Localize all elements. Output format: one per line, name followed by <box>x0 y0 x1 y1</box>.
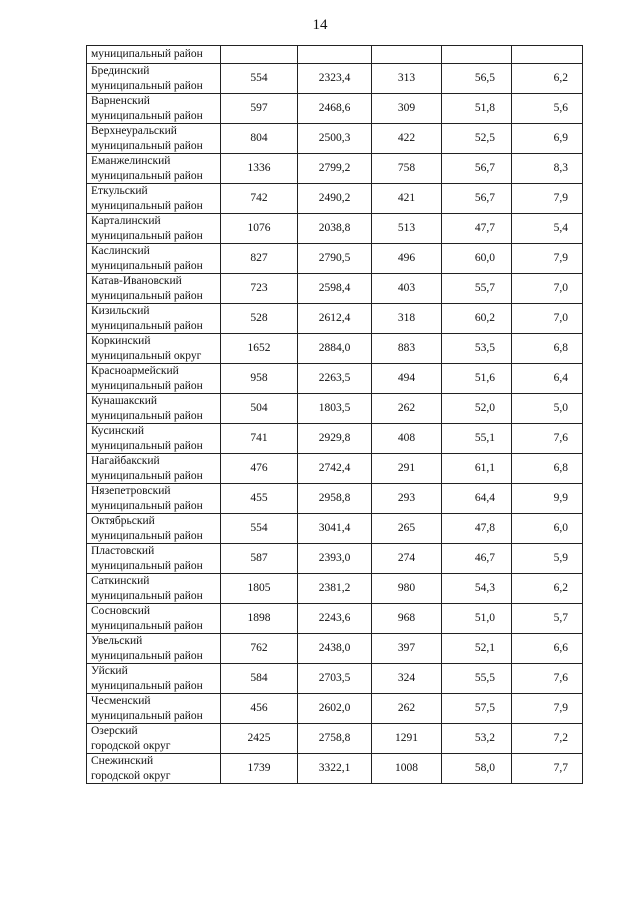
table-row <box>87 394 583 424</box>
district-type-line2: городской округ <box>91 739 171 752</box>
amount-cell: 2703,5 <box>298 664 372 694</box>
amount-cell: 2393,0 <box>298 544 372 574</box>
value-cell <box>512 46 583 64</box>
count-cell: 827 <box>221 244 298 274</box>
ratio-cell: 5,0 <box>512 394 583 424</box>
district-name-cell <box>87 214 221 244</box>
ratio-cell: 7,6 <box>512 424 583 454</box>
count-2-cell: 422 <box>372 124 442 154</box>
table-row <box>87 424 583 454</box>
count-2-cell: 408 <box>372 424 442 454</box>
district-name-line1: Верхнеуральский <box>91 125 177 137</box>
percent-cell: 57,5 <box>442 694 512 724</box>
amount-cell: 2742,4 <box>298 454 372 484</box>
table-row <box>87 484 583 514</box>
district-name-cell <box>87 604 221 634</box>
count-2-cell: 496 <box>372 244 442 274</box>
district-name-cell <box>87 394 221 424</box>
district-name-line1: Еткульский <box>91 185 148 197</box>
amount-cell: 2958,8 <box>298 484 372 514</box>
ratio-cell: 7,2 <box>512 724 583 754</box>
data-table <box>86 45 583 784</box>
district-name-cell: муниципальный район <box>87 46 221 64</box>
table-row <box>87 574 583 604</box>
count-2-cell: 1291 <box>372 724 442 754</box>
ratio-cell: 5,7 <box>512 604 583 634</box>
table-row <box>87 604 583 634</box>
district-name-cell <box>87 754 221 784</box>
table-row <box>87 664 583 694</box>
district-name-line1: Красноармейский <box>91 365 179 377</box>
count-cell: 584 <box>221 664 298 694</box>
district-name-line1: Уйский <box>91 665 128 677</box>
ratio-cell: 6,0 <box>512 514 583 544</box>
table-row <box>87 244 583 274</box>
value-cell <box>442 46 512 64</box>
ratio-cell: 5,6 <box>512 94 583 124</box>
table-row <box>87 364 583 394</box>
count-cell: 504 <box>221 394 298 424</box>
ratio-cell: 7,0 <box>512 274 583 304</box>
district-name-line1: Чесменский <box>91 695 151 707</box>
count-cell: 456 <box>221 694 298 724</box>
district-name-cell <box>87 184 221 214</box>
district-name-line1: Октябрьский <box>91 515 155 527</box>
percent-cell: 64,4 <box>442 484 512 514</box>
district-name-line1: Снежинский <box>91 755 154 767</box>
percent-cell: 51,0 <box>442 604 512 634</box>
district-name-line1: Еманжелинский <box>91 155 171 167</box>
count-cell: 1652 <box>221 334 298 364</box>
count-2-cell: 293 <box>372 484 442 514</box>
district-name-cell <box>87 664 221 694</box>
page-number: 14 <box>312 17 328 33</box>
table-row <box>87 724 583 754</box>
percent-cell: 47,7 <box>442 214 512 244</box>
table-row <box>87 94 583 124</box>
percent-cell: 52,0 <box>442 394 512 424</box>
district-type-line2: муниципальный район <box>91 289 203 302</box>
district-name-line1: Кусинский <box>91 425 144 437</box>
district-type-line2: муниципальный район <box>91 139 203 152</box>
amount-cell: 2758,8 <box>298 724 372 754</box>
count-cell: 741 <box>221 424 298 454</box>
table-row <box>87 514 583 544</box>
amount-cell: 2381,2 <box>298 574 372 604</box>
district-name-line1: Карталинский <box>91 215 161 227</box>
ratio-cell: 6,2 <box>512 574 583 604</box>
district-name-cell <box>87 574 221 604</box>
district-type-line2: муниципальный округ <box>91 349 202 362</box>
amount-cell: 3041,4 <box>298 514 372 544</box>
count-2-cell: 1008 <box>372 754 442 784</box>
district-name-line1: Нязепетровский <box>91 485 171 497</box>
percent-cell: 58,0 <box>442 754 512 784</box>
amount-cell: 1803,5 <box>298 394 372 424</box>
count-2-cell: 262 <box>372 394 442 424</box>
count-cell: 587 <box>221 544 298 574</box>
amount-cell: 2602,0 <box>298 694 372 724</box>
district-name-line1: Сосновский <box>91 605 151 617</box>
ratio-cell: 8,3 <box>512 154 583 184</box>
amount-cell: 2243,6 <box>298 604 372 634</box>
district-type-line2: муниципальный район <box>91 109 203 122</box>
table-row <box>87 544 583 574</box>
ratio-cell: 7,6 <box>512 664 583 694</box>
count-2-cell: 513 <box>372 214 442 244</box>
count-cell: 762 <box>221 634 298 664</box>
ratio-cell: 6,2 <box>512 64 583 94</box>
count-2-cell: 262 <box>372 694 442 724</box>
percent-cell: 55,5 <box>442 664 512 694</box>
district-name-cell <box>87 304 221 334</box>
district-type-line2: муниципальный район <box>91 79 203 92</box>
district-name-cell <box>87 244 221 274</box>
ratio-cell: 7,9 <box>512 244 583 274</box>
district-name-line1: Озерский <box>91 725 138 737</box>
percent-cell: 56,5 <box>442 64 512 94</box>
ratio-cell: 7,0 <box>512 304 583 334</box>
count-cell: 554 <box>221 514 298 544</box>
count-cell: 554 <box>221 64 298 94</box>
count-2-cell: 980 <box>372 574 442 604</box>
amount-cell: 2038,8 <box>298 214 372 244</box>
count-cell: 1076 <box>221 214 298 244</box>
value-cell <box>221 46 298 64</box>
district-name-cell <box>87 514 221 544</box>
ratio-cell: 6,6 <box>512 634 583 664</box>
table-row <box>87 694 583 724</box>
count-cell: 1336 <box>221 154 298 184</box>
amount-cell: 2884,0 <box>298 334 372 364</box>
district-type-line2: муниципальный район <box>91 409 203 422</box>
district-type-line2: муниципальный район <box>91 529 203 542</box>
count-2-cell: 324 <box>372 664 442 694</box>
district-name-line1: Варненский <box>91 95 150 107</box>
district-name-line1: Брединский <box>91 65 150 77</box>
percent-cell: 53,2 <box>442 724 512 754</box>
count-2-cell: 397 <box>372 634 442 664</box>
count-2-cell: 968 <box>372 604 442 634</box>
count-cell: 476 <box>221 454 298 484</box>
ratio-cell: 6,9 <box>512 124 583 154</box>
district-type-line2: муниципальный район <box>91 679 203 692</box>
count-2-cell: 313 <box>372 64 442 94</box>
district-name-cell <box>87 154 221 184</box>
value-cell <box>298 46 372 64</box>
count-cell: 723 <box>221 274 298 304</box>
count-2-cell: 494 <box>372 364 442 394</box>
district-name-cell <box>87 334 221 364</box>
table-row <box>87 124 583 154</box>
value-cell <box>372 46 442 64</box>
amount-cell: 2598,4 <box>298 274 372 304</box>
table-body <box>87 46 583 784</box>
percent-cell: 54,3 <box>442 574 512 604</box>
count-cell: 804 <box>221 124 298 154</box>
district-type-line2: муниципальный район <box>91 499 203 512</box>
count-2-cell: 318 <box>372 304 442 334</box>
count-2-cell: 883 <box>372 334 442 364</box>
amount-cell: 3322,1 <box>298 754 372 784</box>
percent-cell: 55,1 <box>442 424 512 454</box>
table-row <box>87 184 583 214</box>
ratio-cell: 6,8 <box>512 454 583 484</box>
count-cell: 1898 <box>221 604 298 634</box>
percent-cell: 56,7 <box>442 184 512 214</box>
district-name-cell <box>87 694 221 724</box>
district-name-line1: Саткинский <box>91 575 150 587</box>
district-name-cell <box>87 124 221 154</box>
district-name-line1: Катав-Ивановский <box>91 275 182 287</box>
count-2-cell: 274 <box>372 544 442 574</box>
ratio-cell: 7,9 <box>512 694 583 724</box>
percent-cell: 53,5 <box>442 334 512 364</box>
percent-cell: 52,5 <box>442 124 512 154</box>
district-name-line1: Нагайбакский <box>91 455 160 467</box>
ratio-cell: 7,7 <box>512 754 583 784</box>
district-name-line1: Кунашакский <box>91 395 158 407</box>
count-cell: 528 <box>221 304 298 334</box>
percent-cell: 55,7 <box>442 274 512 304</box>
count-cell: 455 <box>221 484 298 514</box>
amount-cell: 2799,2 <box>298 154 372 184</box>
table-row <box>87 304 583 334</box>
percent-cell: 60,0 <box>442 244 512 274</box>
amount-cell: 2790,5 <box>298 244 372 274</box>
district-name-cell <box>87 274 221 304</box>
ratio-cell: 6,8 <box>512 334 583 364</box>
count-2-cell: 403 <box>372 274 442 304</box>
district-name-cell <box>87 724 221 754</box>
percent-cell: 60,2 <box>442 304 512 334</box>
district-name-line1: Увельский <box>91 635 143 647</box>
district-type-line2: муниципальный район <box>91 379 203 392</box>
count-2-cell: 291 <box>372 454 442 484</box>
ratio-cell: 5,4 <box>512 214 583 244</box>
amount-cell: 2929,8 <box>298 424 372 454</box>
percent-cell: 47,8 <box>442 514 512 544</box>
amount-cell: 2323,4 <box>298 64 372 94</box>
district-name-cell <box>87 544 221 574</box>
table-row <box>87 214 583 244</box>
count-cell: 742 <box>221 184 298 214</box>
percent-cell: 46,7 <box>442 544 512 574</box>
amount-cell: 2500,3 <box>298 124 372 154</box>
count-2-cell: 758 <box>372 154 442 184</box>
district-name-line1: Кизильский <box>91 305 150 317</box>
table-row-continuation <box>87 46 583 64</box>
district-type-line2: муниципальный район <box>91 199 203 212</box>
district-name-cell <box>87 424 221 454</box>
count-cell: 1805 <box>221 574 298 604</box>
count-2-cell: 421 <box>372 184 442 214</box>
district-name-cell <box>87 364 221 394</box>
district-name-cell <box>87 454 221 484</box>
table-row <box>87 754 583 784</box>
district-name-line1: Каслинский <box>91 245 150 257</box>
table-row <box>87 154 583 184</box>
ratio-cell: 6,4 <box>512 364 583 394</box>
amount-cell: 2263,5 <box>298 364 372 394</box>
district-type-line2: муниципальный район <box>91 229 203 242</box>
ratio-cell: 9,9 <box>512 484 583 514</box>
district-type-line2: муниципальный район <box>91 649 203 662</box>
ratio-cell: 7,9 <box>512 184 583 214</box>
district-type-line2: муниципальный район <box>91 259 203 272</box>
table-row <box>87 454 583 484</box>
district-type-line2: муниципальный район <box>91 439 203 452</box>
district-type-line2: муниципальный район <box>91 319 203 332</box>
district-type-line2: муниципальный район <box>91 169 203 182</box>
district-name-cell <box>87 634 221 664</box>
table-row <box>87 274 583 304</box>
count-cell: 958 <box>221 364 298 394</box>
district-name-cell <box>87 484 221 514</box>
amount-cell: 2438,0 <box>298 634 372 664</box>
count-cell: 1739 <box>221 754 298 784</box>
district-type-line2: городской округ <box>91 769 171 782</box>
amount-cell: 2468,6 <box>298 94 372 124</box>
district-type-line2: муниципальный район <box>91 619 203 632</box>
count-cell: 597 <box>221 94 298 124</box>
district-name-line1: Коркинский <box>91 335 151 347</box>
district-type-line2: муниципальный район <box>91 469 203 482</box>
percent-cell: 52,1 <box>442 634 512 664</box>
amount-cell: 2612,4 <box>298 304 372 334</box>
count-2-cell: 265 <box>372 514 442 544</box>
percent-cell: 51,8 <box>442 94 512 124</box>
district-type-line2: муниципальный район <box>91 559 203 572</box>
district-name-cell <box>87 64 221 94</box>
district-name-line1: Пластовский <box>91 545 155 557</box>
ratio-cell: 5,9 <box>512 544 583 574</box>
district-type-line2: муниципальный район <box>91 709 203 722</box>
table-row <box>87 334 583 364</box>
table-row <box>87 64 583 94</box>
percent-cell: 56,7 <box>442 154 512 184</box>
amount-cell: 2490,2 <box>298 184 372 214</box>
district-type-line2: муниципальный район <box>91 589 203 602</box>
count-2-cell: 309 <box>372 94 442 124</box>
count-cell: 2425 <box>221 724 298 754</box>
percent-cell: 51,6 <box>442 364 512 394</box>
table-row <box>87 634 583 664</box>
district-name-cell <box>87 94 221 124</box>
percent-cell: 61,1 <box>442 454 512 484</box>
